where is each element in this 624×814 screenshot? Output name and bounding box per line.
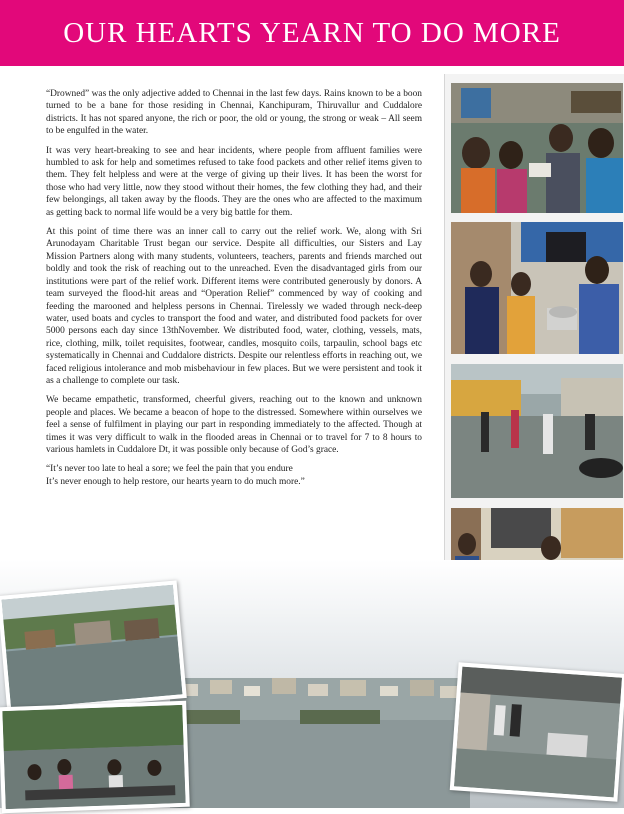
photo-food-distribution — [451, 83, 623, 213]
title-banner — [0, 0, 624, 66]
photo-boat-rescue — [0, 701, 190, 813]
paragraph-2: It was very heart-breaking to see and hear incidents, where people from affluent families were humbled to ask for help and sometimes refused to take food packets and other relief items given to them. They felt helpless and were at the verge of giving up their lives. It has been the worst for those who had very little, now they stood without their homes, the few clothing they had, and their few belongings, all taken away by the floods. They are the ones who are affected to the maximum as getting back to normal life would be a very big battle for them. — [46, 145, 422, 218]
photo-flooded-houses — [0, 580, 187, 713]
closing-quote — [46, 463, 422, 488]
photo-relief-team — [451, 222, 623, 354]
page-title: OUR HEARTS YEARN TO DO MORE — [63, 17, 561, 49]
paragraph-3: At this point of time there was an inner call to carry out the relief work. We, along with Sri Arunodayam Charitable Trust began our service. Despite all difficulties, our Sisters and Lay Mission Partners along with many students, volunteers, teachers, parents and friends marched out boldly and took the risk of reaching out to the unreached. Even the disadvantaged girls from our institutions were part of the relief work. Different items were contributed generously by donors. A team surveyed the flood-hit areas and “Operation Relief” commenced by way of cooking and feeding the marooned and helpless persons in Chennai. Tirelessly we waded through neck-deep water, used boats and cycles to transport the food and water, and distributed food packets for over 5000 persons each day since 13thNovember. We distributed food, water, clothing, vessels, mats, rice, clothing, milk, toilet requisites, footwear, candles, mosquito coils, tarpaulin, school bags etc systematically in Chennai and Cuddalore districts. Despite our relentless efforts in reaching out, we faced religious intolerance and mob misbehaviour in few places. But we were persistent and took it as a challenge to complete our task. — [46, 227, 422, 386]
paragraph-1: “Drowned” was the only adjective added to Chennai in the last few days. Rains known to be a boon turned to be a bane for those residing in Chennai, Kanchipuram, Thiruvallur and Cuddalore districts. It has not spared anyone, the rich or poor, the old or young, the strong or weak – All seem to be engulfed in the water. — [46, 89, 422, 137]
quote-line-2: It’s never enough to help restore, our hearts yearn to do much more.” — [46, 476, 305, 487]
photo-submerged-vehicles — [450, 662, 624, 801]
article-body — [46, 88, 422, 495]
quote-line-1: “It’s never too late to heal a sore; we feel the pain that you endure — [46, 464, 293, 475]
paragraph-4: We became empathetic, transformed, cheerful givers, reaching out to the known and unknown people and places. We became a beacon of hope to the distressed. Somewhere within ourselves we feel a sense of fulfilment in playing our part in responding immediately to the affected. Though at times it was very difficult to walk in the flooded areas in Chennai or to travel for 7 to 8 hours to various hamlets in Cuddalore Dt, it was possible only because of God’s grace. — [46, 395, 422, 455]
photo-flooded-street — [451, 364, 623, 498]
